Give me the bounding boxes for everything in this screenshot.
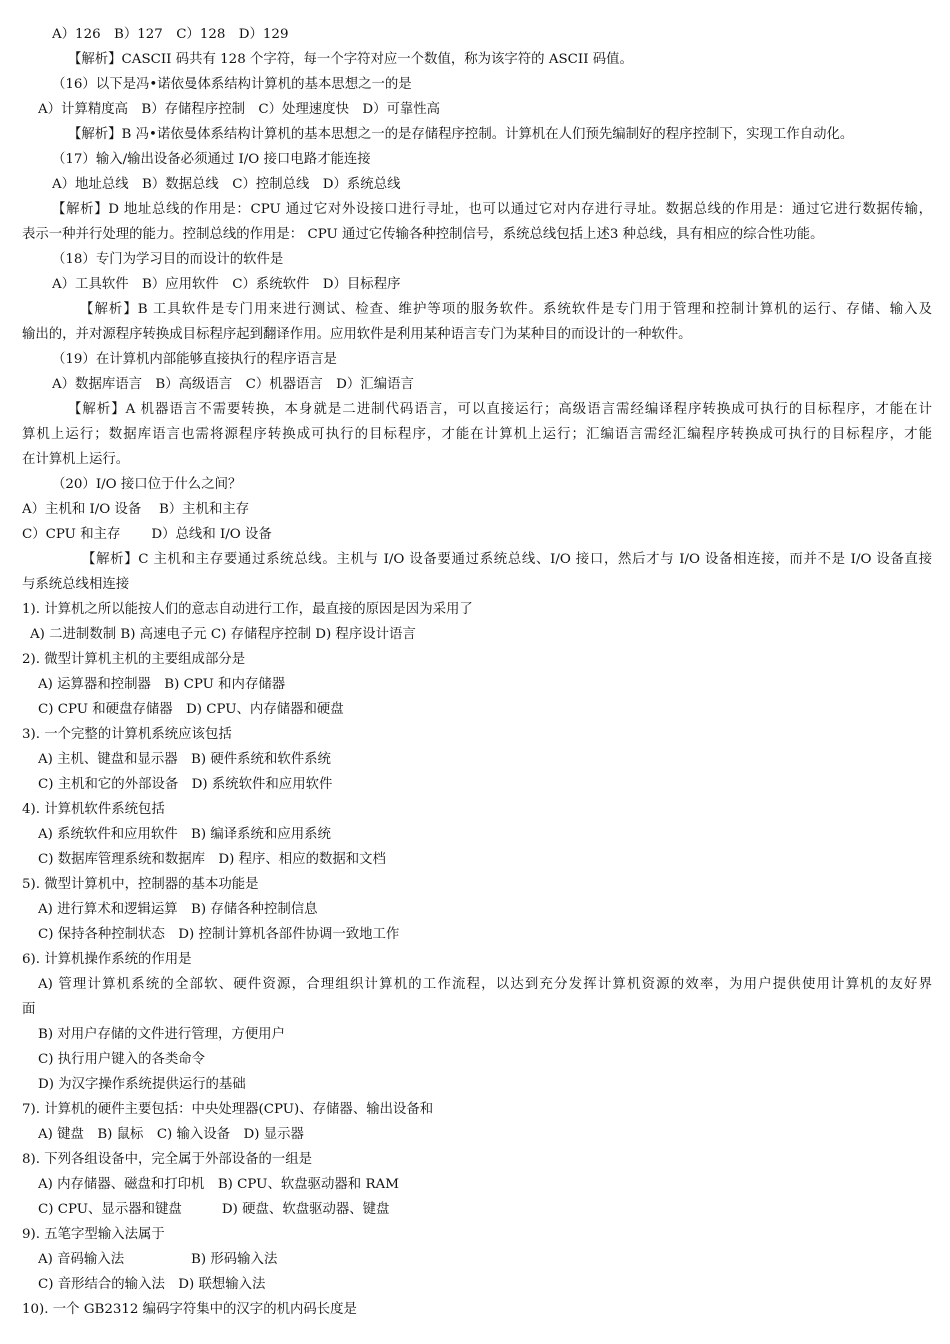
text-line: B) 对用户存储的文件进行管理，方便用户 bbox=[38, 1027, 285, 1042]
text-line: C）CPU 和主存 D）总线和 I/O 设备 bbox=[22, 527, 272, 542]
text-line: C) CPU、显示器和键盘 D) 硬盘、软盘驱动器、键盘 bbox=[38, 1202, 390, 1217]
text-line: 【解析】A 机器语言不需要转换，本身就是二进制代码语言，可以直接运行；高级语言需经编译程序转换成可执行的目标程序，才能在计 bbox=[68, 402, 932, 417]
text-line: A) 系统软件和应用软件 B) 编译系统和应用系统 bbox=[38, 827, 331, 842]
text-line: 7). 计算机的硬件主要包括：中央处理器(CPU)、存储器、输出设备和 bbox=[22, 1102, 434, 1117]
text-line: A）计算精度高 B）存储程序控制 C）处理速度快 D）可靠性高 bbox=[38, 102, 441, 117]
text-line: （18）专门为学习目的而设计的软件是 bbox=[52, 252, 284, 267]
text-line: A) 进行算术和逻辑运算 B) 存储各种控制信息 bbox=[38, 902, 318, 917]
text-line: A) 内存储器、磁盘和打印机 B) CPU、软盘驱动器和 RAM bbox=[38, 1177, 399, 1192]
text-line: A）数据库语言 B）高级语言 C）机器语言 D）汇编语言 bbox=[52, 377, 414, 392]
text-line: （16）以下是冯•诺依曼体系结构计算机的基本思想之一的是 bbox=[52, 77, 412, 92]
text-line: 【解析】CASCII 码共有 128 个字符，每一个字符对应一个数值，称为该字符的 ASCII 码值。 bbox=[68, 52, 633, 67]
text-line: 5). 微型计算机中，控制器的基本功能是 bbox=[22, 877, 259, 892]
text-line: 3). 一个完整的计算机系统应该包括 bbox=[22, 727, 232, 742]
text-line: C) 数据库管理系统和数据库 D) 程序、相应的数据和文档 bbox=[38, 852, 386, 867]
text-line: 【解析】C 主机和主存要通过系统总线。主机与 I/O 设备要通过系统总线、I/O 接口，然后才与 I/O 设备相连接，而并不是 I/O 设备直接 bbox=[82, 552, 932, 567]
text-line: （20）I/O 接口位于什么之间？ bbox=[52, 477, 242, 492]
text-line: 9). 五笔字型输入法属于 bbox=[22, 1227, 165, 1242]
text-line: C) 主机和它的外部设备 D) 系统软件和应用软件 bbox=[38, 777, 333, 792]
text-line: 1). 计算机之所以能按人们的意志自动进行工作，最直接的原因是因为采用了 bbox=[22, 602, 473, 617]
text-line: 算机上运行；数据库语言也需将源程序转换成可执行的目标程序，才能在计算机上运行；汇编语言需经汇编程序转换成可执行的目标程序，才能 bbox=[22, 427, 932, 442]
text-line: D) 为汉字操作系统提供运行的基础 bbox=[38, 1077, 246, 1092]
text-line: 【解析】B 冯•诺依曼体系结构计算机的基本思想之一的是存储程序控制。计算机在人们预先编制好的程序控制下，实现工作自动化。 bbox=[68, 127, 854, 142]
text-line: 6). 计算机操作系统的作用是 bbox=[22, 952, 192, 967]
text-line: 在计算机上运行。 bbox=[22, 452, 130, 467]
text-line: 2). 微型计算机主机的主要组成部分是 bbox=[22, 652, 246, 667]
text-line: C) 执行用户键入的各类命令 bbox=[38, 1052, 206, 1067]
text-line: 【解析】B 工具软件是专门用来进行测试、检查、维护等项的服务软件。系统软件是专门用于管理和控制计算机的运行、存储、输入及 bbox=[80, 302, 932, 317]
text-line: A）地址总线 B）数据总线 C）控制总线 D）系统总线 bbox=[52, 177, 401, 192]
text-line: 输出的，并对源程序转换成目标程序起到翻译作用。应用软件是利用某种语言专门为某种目的而设计的一种软件。 bbox=[22, 327, 692, 342]
text-line: A) 音码输入法 B) 形码输入法 bbox=[38, 1252, 278, 1267]
text-line: 面 bbox=[22, 1002, 36, 1017]
text-line: A) 管理计算机系统的全部软、硬件资源，合理组织计算机的工作流程，以达到充分发挥计算机资源的效率，为用户提供使用计算机的友好界 bbox=[38, 977, 932, 992]
text-line: 8). 下列各组设备中，完全属于外部设备的一组是 bbox=[22, 1152, 313, 1167]
text-line: （17）输入/输出设备必须通过 I/O 接口电路才能连接 bbox=[52, 152, 371, 167]
text-line: 4). 计算机软件系统包括 bbox=[22, 802, 165, 817]
text-line: 表示一种并行处理的能力。控制总线的作用是： CPU 通过它传输各种控制信号，系统总线包括上述3 种总线，具有相应的综合性功能。 bbox=[22, 227, 824, 242]
text-line: 【解析】D 地址总线的作用是：CPU 通过它对外设接口进行寻址，也可以通过它对内存进行寻址。数据总线的作用是：通过它进行数据传输， bbox=[52, 202, 932, 217]
text-line: C) CPU 和硬盘存储器 D) CPU、内存储器和硬盘 bbox=[38, 702, 344, 717]
text-line: A) 二进制数制 B) 高速电子元 C) 存储程序控制 D) 程序设计语言 bbox=[30, 627, 416, 642]
text-line: A) 运算器和控制器 B) CPU 和内存储器 bbox=[38, 677, 286, 692]
text-line: （19）在计算机内部能够直接执行的程序语言是 bbox=[52, 352, 337, 367]
text-line: C) 保持各种控制状态 D) 控制计算机各部件协调一致地工作 bbox=[38, 927, 400, 942]
text-line: C) 音形结合的输入法 D) 联想输入法 bbox=[38, 1277, 266, 1292]
text-line: A) 主机、键盘和显示器 B) 硬件系统和软件系统 bbox=[38, 752, 331, 767]
text-line: A）主机和 I/O 设备 B）主机和主存 bbox=[22, 502, 250, 517]
text-line: A）126 B）127 C）128 D）129 bbox=[52, 27, 289, 42]
text-line: A) 键盘 B) 鼠标 C) 输入设备 D) 显示器 bbox=[38, 1127, 304, 1142]
text-line: 与系统总线相连接 bbox=[22, 577, 130, 592]
text-line: 10). 一个 GB2312 编码字符集中的汉字的机内码长度是 bbox=[22, 1302, 357, 1317]
text-line: A）工具软件 B）应用软件 C）系统软件 D）目标程序 bbox=[52, 277, 401, 292]
